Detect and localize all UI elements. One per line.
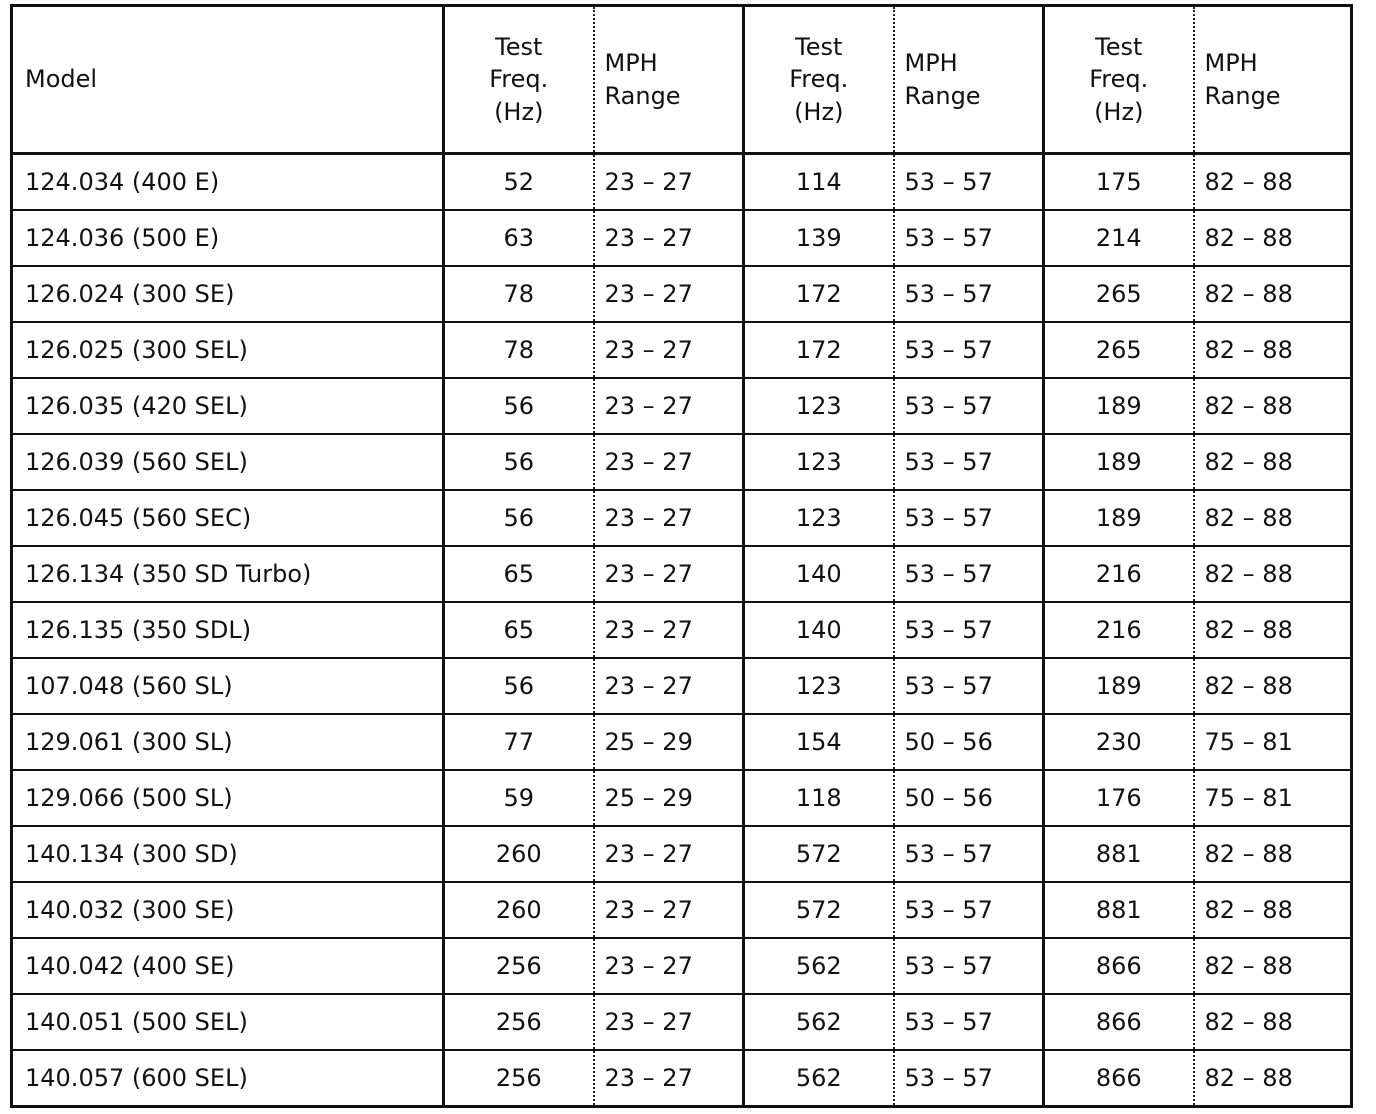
model-cell: 124.036 (500 E) <box>12 210 444 266</box>
mph-range-2-cell: 53 – 57 <box>894 938 1044 994</box>
mph-range-3-cell: 82 – 88 <box>1194 210 1352 266</box>
mph-range-3-cell: 82 – 88 <box>1194 322 1352 378</box>
header-test-freq-1: Test Freq. (Hz) <box>444 6 594 154</box>
mph-range-1-cell: 23 – 27 <box>594 210 744 266</box>
mph-range-2-cell: 53 – 57 <box>894 602 1044 658</box>
test-freq-2-cell: 118 <box>744 770 894 826</box>
test-freq-1-cell: 78 <box>444 266 594 322</box>
test-freq-2-cell: 123 <box>744 490 894 546</box>
mph-range-2-cell: 53 – 57 <box>894 882 1044 938</box>
test-freq-2-cell: 572 <box>744 882 894 938</box>
test-freq-1-cell: 256 <box>444 938 594 994</box>
test-freq-2-cell: 123 <box>744 658 894 714</box>
model-cell: 126.039 (560 SEL) <box>12 434 444 490</box>
test-freq-2-cell: 140 <box>744 546 894 602</box>
test-freq-3-cell: 265 <box>1044 322 1194 378</box>
test-freq-2-cell: 154 <box>744 714 894 770</box>
mph-range-1-cell: 23 – 27 <box>594 266 744 322</box>
model-cell: 126.135 (350 SDL) <box>12 602 444 658</box>
table-row <box>12 210 1352 266</box>
mph-range-2-cell: 53 – 57 <box>894 490 1044 546</box>
mph-range-3-cell: 82 – 88 <box>1194 882 1352 938</box>
test-freq-3-cell: 230 <box>1044 714 1194 770</box>
header-mph-range-1: MPH Range <box>594 6 744 154</box>
mph-range-1-cell: 23 – 27 <box>594 938 744 994</box>
mph-range-2-cell: 53 – 57 <box>894 378 1044 434</box>
table-row <box>12 770 1352 826</box>
test-freq-1-cell: 260 <box>444 826 594 882</box>
mph-range-3-cell: 82 – 88 <box>1194 1050 1352 1107</box>
table-row <box>12 994 1352 1050</box>
test-freq-2-cell: 140 <box>744 602 894 658</box>
model-cell: 126.024 (300 SE) <box>12 266 444 322</box>
test-freq-1-cell: 65 <box>444 602 594 658</box>
test-freq-3-cell: 189 <box>1044 378 1194 434</box>
mph-range-3-cell: 82 – 88 <box>1194 154 1352 211</box>
mph-range-1-cell: 23 – 27 <box>594 602 744 658</box>
vehicle-test-frequency-table <box>10 4 1353 1108</box>
mph-range-3-cell: 82 – 88 <box>1194 546 1352 602</box>
mph-range-3-cell: 75 – 81 <box>1194 714 1352 770</box>
test-freq-3-cell: 866 <box>1044 938 1194 994</box>
test-freq-1-cell: 256 <box>444 994 594 1050</box>
model-cell: 126.035 (420 SEL) <box>12 378 444 434</box>
test-freq-1-cell: 256 <box>444 1050 594 1107</box>
mph-range-3-cell: 82 – 88 <box>1194 490 1352 546</box>
mph-range-1-cell: 25 – 29 <box>594 770 744 826</box>
test-freq-1-cell: 77 <box>444 714 594 770</box>
mph-range-2-cell: 50 – 56 <box>894 770 1044 826</box>
test-freq-2-cell: 123 <box>744 434 894 490</box>
model-cell: 140.042 (400 SE) <box>12 938 444 994</box>
table-header <box>12 6 1352 154</box>
mph-range-1-cell: 25 – 29 <box>594 714 744 770</box>
test-freq-2-cell: 562 <box>744 994 894 1050</box>
table-row <box>12 938 1352 994</box>
test-freq-2-cell: 172 <box>744 322 894 378</box>
mph-range-2-cell: 53 – 57 <box>894 322 1044 378</box>
mph-range-1-cell: 23 – 27 <box>594 154 744 211</box>
mph-range-3-cell: 82 – 88 <box>1194 826 1352 882</box>
test-freq-1-cell: 52 <box>444 154 594 211</box>
model-cell: 140.032 (300 SE) <box>12 882 444 938</box>
mph-range-2-cell: 53 – 57 <box>894 266 1044 322</box>
test-freq-1-cell: 56 <box>444 658 594 714</box>
table-row <box>12 714 1352 770</box>
model-cell: 129.066 (500 SL) <box>12 770 444 826</box>
test-freq-2-cell: 562 <box>744 1050 894 1107</box>
mph-range-2-cell: 53 – 57 <box>894 210 1044 266</box>
test-freq-3-cell: 881 <box>1044 882 1194 938</box>
mph-range-1-cell: 23 – 27 <box>594 882 744 938</box>
table-row <box>12 882 1352 938</box>
mph-range-1-cell: 23 – 27 <box>594 434 744 490</box>
table-row <box>12 546 1352 602</box>
test-freq-1-cell: 56 <box>444 378 594 434</box>
mph-range-3-cell: 82 – 88 <box>1194 938 1352 994</box>
header-row <box>12 6 1352 154</box>
table-row <box>12 826 1352 882</box>
table-row <box>12 154 1352 211</box>
table-row <box>12 490 1352 546</box>
test-freq-3-cell: 189 <box>1044 490 1194 546</box>
table-row <box>12 434 1352 490</box>
model-cell: 107.048 (560 SL) <box>12 658 444 714</box>
mph-range-2-cell: 53 – 57 <box>894 546 1044 602</box>
table-row <box>12 658 1352 714</box>
test-freq-2-cell: 572 <box>744 826 894 882</box>
test-freq-2-cell: 123 <box>744 378 894 434</box>
test-freq-3-cell: 214 <box>1044 210 1194 266</box>
test-freq-2-cell: 139 <box>744 210 894 266</box>
header-test-freq-3: Test Freq. (Hz) <box>1044 6 1194 154</box>
mph-range-1-cell: 23 – 27 <box>594 546 744 602</box>
mph-range-3-cell: 82 – 88 <box>1194 994 1352 1050</box>
test-freq-3-cell: 866 <box>1044 1050 1194 1107</box>
test-freq-2-cell: 172 <box>744 266 894 322</box>
test-freq-1-cell: 78 <box>444 322 594 378</box>
test-freq-3-cell: 175 <box>1044 154 1194 211</box>
mph-range-2-cell: 53 – 57 <box>894 154 1044 211</box>
model-cell: 129.061 (300 SL) <box>12 714 444 770</box>
header-mph-range-3: MPH Range <box>1194 6 1352 154</box>
mph-range-3-cell: 82 – 88 <box>1194 378 1352 434</box>
model-cell: 140.057 (600 SEL) <box>12 1050 444 1107</box>
table-row <box>12 322 1352 378</box>
table-row <box>12 378 1352 434</box>
model-cell: 140.134 (300 SD) <box>12 826 444 882</box>
table-row <box>12 266 1352 322</box>
test-freq-1-cell: 260 <box>444 882 594 938</box>
mph-range-1-cell: 23 – 27 <box>594 322 744 378</box>
model-cell: 126.025 (300 SEL) <box>12 322 444 378</box>
test-freq-1-cell: 63 <box>444 210 594 266</box>
test-freq-3-cell: 189 <box>1044 434 1194 490</box>
mph-range-3-cell: 82 – 88 <box>1194 658 1352 714</box>
mph-range-2-cell: 53 – 57 <box>894 826 1044 882</box>
mph-range-1-cell: 23 – 27 <box>594 826 744 882</box>
model-cell: 140.051 (500 SEL) <box>12 994 444 1050</box>
model-cell: 126.045 (560 SEC) <box>12 490 444 546</box>
model-cell: 126.134 (350 SD Turbo) <box>12 546 444 602</box>
test-freq-3-cell: 866 <box>1044 994 1194 1050</box>
mph-range-3-cell: 82 – 88 <box>1194 266 1352 322</box>
mph-range-3-cell: 75 – 81 <box>1194 770 1352 826</box>
test-freq-2-cell: 562 <box>744 938 894 994</box>
test-freq-1-cell: 56 <box>444 490 594 546</box>
mph-range-2-cell: 53 – 57 <box>894 434 1044 490</box>
header-model: Model <box>12 6 444 154</box>
mph-range-1-cell: 23 – 27 <box>594 490 744 546</box>
test-freq-3-cell: 881 <box>1044 826 1194 882</box>
mph-range-2-cell: 50 – 56 <box>894 714 1044 770</box>
mph-range-1-cell: 23 – 27 <box>594 994 744 1050</box>
header-mph-range-2: MPH Range <box>894 6 1044 154</box>
test-freq-2-cell: 114 <box>744 154 894 211</box>
test-freq-1-cell: 65 <box>444 546 594 602</box>
mph-range-1-cell: 23 – 27 <box>594 658 744 714</box>
mph-range-1-cell: 23 – 27 <box>594 1050 744 1107</box>
test-freq-1-cell: 59 <box>444 770 594 826</box>
mph-range-3-cell: 82 – 88 <box>1194 602 1352 658</box>
table-body <box>12 154 1352 1107</box>
test-freq-3-cell: 216 <box>1044 602 1194 658</box>
test-freq-3-cell: 189 <box>1044 658 1194 714</box>
mph-range-2-cell: 53 – 57 <box>894 658 1044 714</box>
table-row <box>12 602 1352 658</box>
mph-range-1-cell: 23 – 27 <box>594 378 744 434</box>
model-cell: 124.034 (400 E) <box>12 154 444 211</box>
test-freq-3-cell: 176 <box>1044 770 1194 826</box>
header-test-freq-2: Test Freq. (Hz) <box>744 6 894 154</box>
table-row <box>12 1050 1352 1107</box>
mph-range-3-cell: 82 – 88 <box>1194 434 1352 490</box>
test-freq-3-cell: 265 <box>1044 266 1194 322</box>
mph-range-2-cell: 53 – 57 <box>894 1050 1044 1107</box>
test-freq-3-cell: 216 <box>1044 546 1194 602</box>
test-freq-1-cell: 56 <box>444 434 594 490</box>
mph-range-2-cell: 53 – 57 <box>894 994 1044 1050</box>
